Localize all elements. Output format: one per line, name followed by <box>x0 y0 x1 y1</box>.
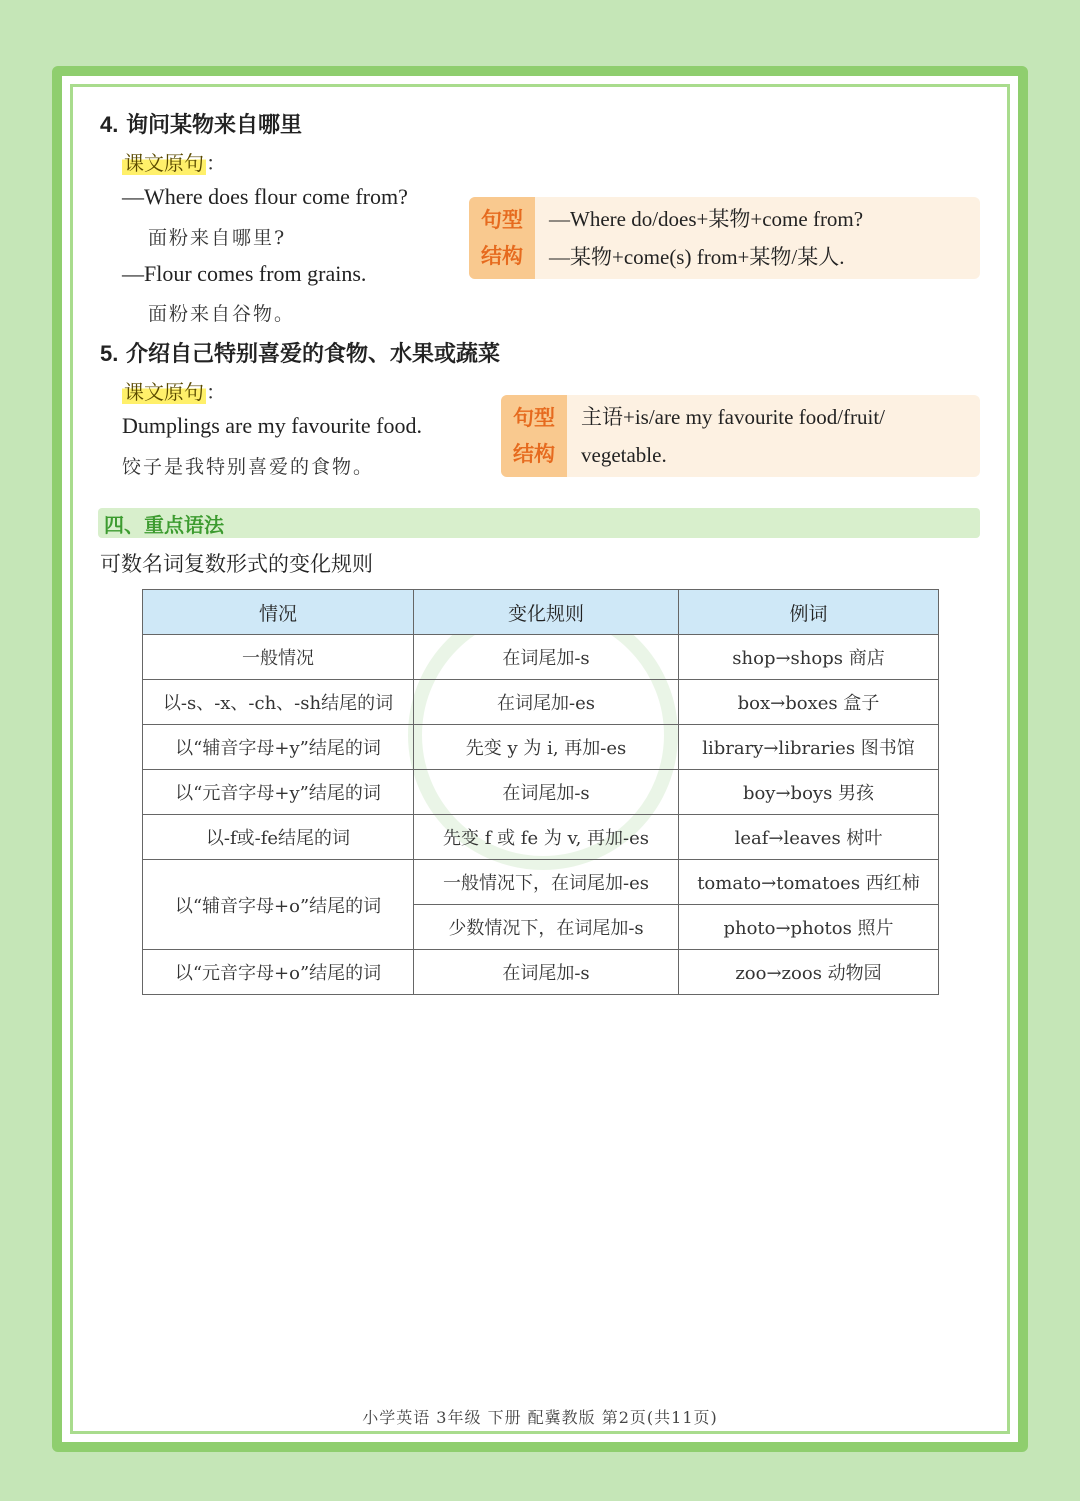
structure-tag <box>469 197 535 279</box>
structure-tag <box>501 395 567 477</box>
example-cell: photo→photos 照片 <box>679 905 939 950</box>
section-4-heading <box>100 108 302 139</box>
structure-box-4 <box>469 197 980 279</box>
example-cell: zoo→zoos 动物园 <box>679 950 939 995</box>
table-row <box>143 680 939 725</box>
structure-line: —Where do/does+某物+come from? <box>549 207 864 231</box>
example-cell: library→libraries 图书馆 <box>679 725 939 770</box>
rule-cell: 少数情况下，在词尾加-s <box>414 905 679 950</box>
grammar-subtitle: 可数名词复数形式的变化规则 <box>100 552 373 576</box>
plural-rules-table <box>142 589 939 995</box>
table-row <box>143 815 939 860</box>
grammar-section-band <box>98 508 980 538</box>
structure-line: 主语+is/are my favourite food/fruit/ <box>581 405 886 429</box>
orig-label-colon: ： <box>206 380 226 404</box>
column-header: 例词 <box>679 590 939 635</box>
example-cell: shop→shops 商店 <box>679 635 939 680</box>
column-header: 变化规则 <box>414 590 679 635</box>
rule-cell: 在词尾加-s <box>414 950 679 995</box>
case-cell: 以“元音字母+y”结尾的词 <box>143 770 414 815</box>
table-header-row <box>143 590 939 635</box>
section-4-orig-label <box>122 147 226 176</box>
sentence-line: Dumplings are my favourite food. <box>122 413 422 438</box>
orig-label-text: 课文原句 <box>124 380 204 404</box>
page-footer: 小学英语 3年级 下册 配冀教版 第2页(共11页) <box>362 1408 718 1427</box>
case-cell: 以“元音字母+o”结尾的词 <box>143 950 414 995</box>
example-cell: box→boxes 盒子 <box>679 680 939 725</box>
section-4-number: 4. <box>100 112 119 137</box>
tag-line: 句型 <box>513 406 555 430</box>
example-cell: leaf→leaves 树叶 <box>679 815 939 860</box>
case-cell: 一般情况 <box>143 635 414 680</box>
table-row <box>143 635 939 680</box>
structure-content <box>549 200 970 276</box>
example-cell: boy→boys 男孩 <box>679 770 939 815</box>
sentence-translation: 面粉来自谷物。 <box>148 303 296 325</box>
case-cell: 以-s、-x、-ch、-sh结尾的词 <box>143 680 414 725</box>
orig-label-text: 课文原句 <box>124 151 204 175</box>
sentence-translation: 饺子是我特别喜爱的食物。 <box>122 456 375 478</box>
rule-cell: 先变 y 为 i, 再加-es <box>414 725 679 770</box>
sentence-line: —Where does flour come from? <box>122 184 408 209</box>
structure-line: vegetable. <box>581 443 667 467</box>
section-4-title: 询问某物来自哪里 <box>126 113 303 138</box>
structure-content <box>581 398 970 474</box>
rule-cell: 在词尾加-es <box>414 680 679 725</box>
sentence-translation: 面粉来自哪里? <box>148 227 287 249</box>
example-cell: tomato→tomatoes 西红柿 <box>679 860 939 905</box>
column-header: 情况 <box>143 590 414 635</box>
tag-line: 结构 <box>513 442 555 466</box>
rule-cell: 在词尾加-s <box>414 635 679 680</box>
section-5-orig-label <box>122 376 226 405</box>
case-cell: 以“辅音字母+y”结尾的词 <box>143 725 414 770</box>
section-5-title: 介绍自己特别喜爱的食物、水果或蔬菜 <box>126 342 501 367</box>
tag-line: 结构 <box>481 244 523 268</box>
table-row <box>143 770 939 815</box>
rule-cell: 先变 f 或 fe 为 v, 再加-es <box>414 815 679 860</box>
case-cell: 以“辅音字母+o”结尾的词 <box>143 860 414 950</box>
section-5-heading <box>100 337 500 368</box>
table-row <box>143 860 939 905</box>
rule-cell: 在词尾加-s <box>414 770 679 815</box>
grammar-section-title: 四、重点语法 <box>104 513 224 537</box>
structure-line: —某物+come(s) from+某物/某人. <box>549 245 845 269</box>
section-5-number: 5. <box>100 341 119 366</box>
structure-box-5 <box>501 395 980 477</box>
table-row <box>143 950 939 995</box>
orig-label-colon: ： <box>206 151 226 175</box>
tag-line: 句型 <box>481 208 523 232</box>
table-row <box>143 725 939 770</box>
case-cell: 以-f或-fe结尾的词 <box>143 815 414 860</box>
rule-cell: 一般情况下，在词尾加-es <box>414 860 679 905</box>
sentence-line: —Flour comes from grains. <box>122 261 367 286</box>
